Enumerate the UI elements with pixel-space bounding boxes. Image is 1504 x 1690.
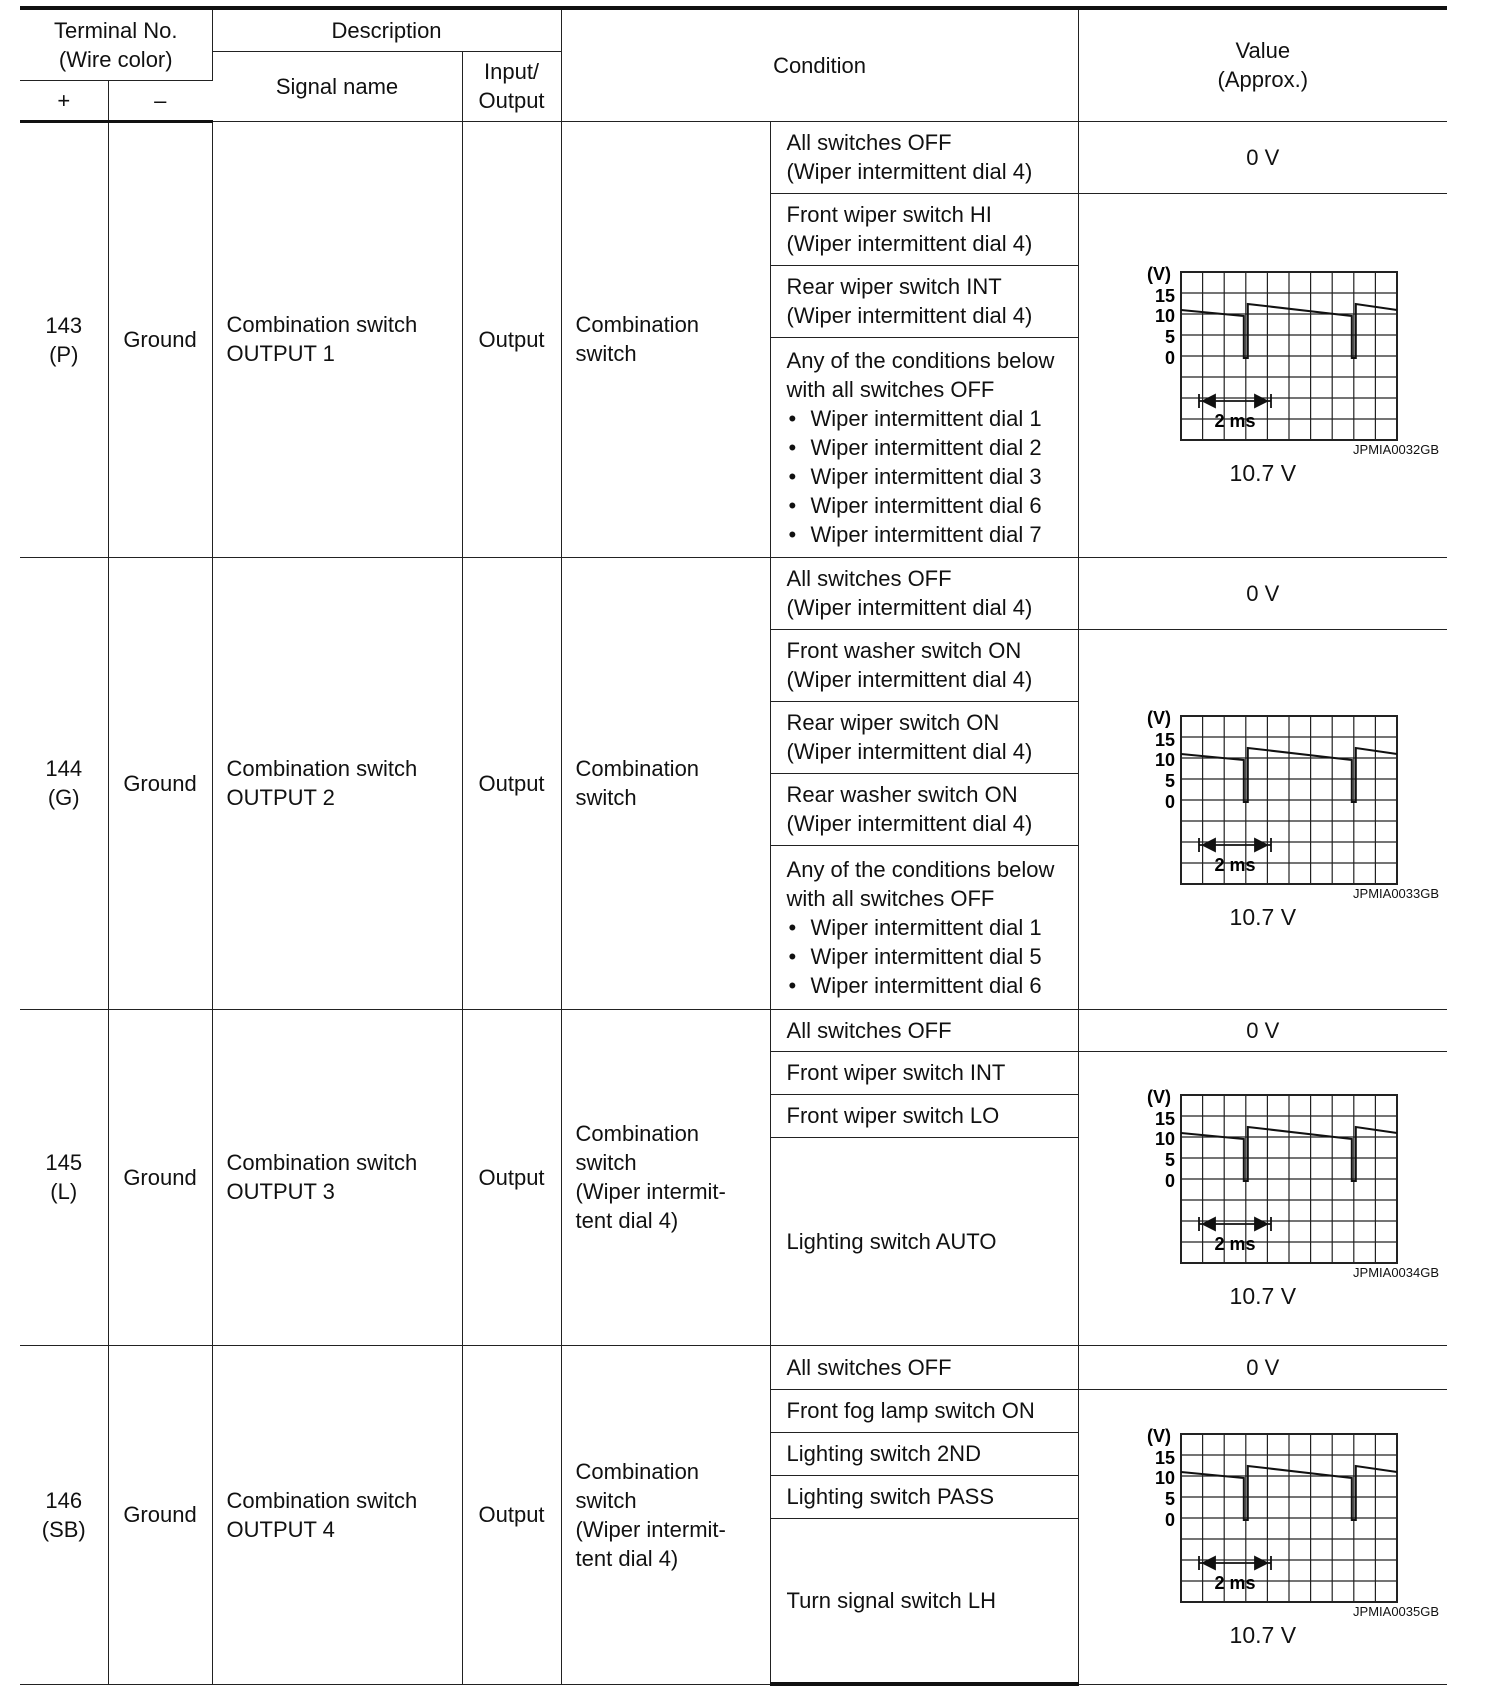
condition-cell: Rear wiper switch ON (Wiper intermittent dial 4)	[770, 701, 1078, 773]
io-cell: Output	[462, 557, 561, 1009]
volt-tick-label: 0	[1164, 1171, 1175, 1191]
time-label: 2 ms	[1214, 1234, 1256, 1254]
scope-grid	[1181, 272, 1397, 440]
waveform-svg	[1103, 1085, 1423, 1265]
waveform-figure	[1079, 1424, 1448, 1604]
value-header: Value (Approx.)	[1078, 8, 1447, 121]
waveform-figure	[1079, 706, 1448, 886]
waveform-svg	[1103, 706, 1423, 886]
waveform-value: 10.7 V	[1229, 1283, 1297, 1309]
volt-tick-label: 15	[1154, 1447, 1175, 1468]
condition-group-cell: Combination switch	[561, 557, 770, 1009]
volt-tick-label: 0	[1164, 1509, 1175, 1530]
condition-cell: Rear wiper switch INT (Wiper intermittent dial 4)	[770, 265, 1078, 337]
condition-cell: Front wiper switch INT	[770, 1051, 1078, 1094]
waveform-value: 10.7 V	[1229, 460, 1297, 486]
volt-tick-label: 15	[1154, 286, 1175, 306]
ground-cell: Ground	[108, 557, 212, 1009]
time-label: 2 ms	[1214, 411, 1256, 431]
value-waveform-cell	[1078, 1051, 1447, 1345]
waveform-figure	[1079, 262, 1448, 442]
volt-tick-label: 15	[1154, 1109, 1175, 1129]
terminal-cell: 146 (SB)	[20, 1345, 108, 1684]
bullet-list	[787, 404, 1070, 549]
list-item: • Wiper intermittent dial 1	[787, 404, 1070, 433]
scope-grid	[1181, 1095, 1397, 1263]
signal-name-header: Signal name	[212, 51, 462, 121]
volt-unit-label: (V)	[1146, 1087, 1171, 1107]
waveform-value: 10.7 V	[1229, 1621, 1297, 1648]
condition-cell: Front wiper switch LO	[770, 1094, 1078, 1137]
value-cell: 0 V	[1078, 557, 1447, 629]
condition-cell: Front wiper switch HI (Wiper intermittent dial 4)	[770, 193, 1078, 265]
condition-cell: Front washer switch ON (Wiper intermittent dial 4)	[770, 629, 1078, 701]
value-waveform-cell	[1078, 193, 1447, 557]
volt-tick-label: 5	[1164, 771, 1175, 791]
value-waveform-cell	[1078, 629, 1447, 1009]
io-cell: Output	[462, 1009, 561, 1345]
minus-header: –	[108, 80, 212, 121]
value-cell: 0 V	[1078, 121, 1447, 193]
volt-tick-label: 10	[1154, 306, 1175, 326]
list-item: • Wiper intermittent dial 7	[787, 520, 1070, 549]
signal-name-cell: Combination switch OUTPUT 1	[212, 121, 462, 557]
condition-cell: All switches OFF (Wiper intermittent dial 4)	[770, 121, 1078, 193]
condition-group-cell: Combination switch	[561, 121, 770, 557]
list-item: • Wiper intermittent dial 6	[787, 971, 1070, 1000]
list-item: • Wiper intermittent dial 5	[787, 942, 1070, 971]
terminal-cell: 145 (L)	[20, 1009, 108, 1345]
volt-tick-label: 5	[1164, 327, 1175, 347]
condition-cell: Lighting switch 2ND	[770, 1432, 1078, 1475]
volt-unit-label: (V)	[1146, 1425, 1171, 1446]
input-output-header: Input/ Output	[462, 51, 561, 121]
figure-id: JPMIA0034GB	[1353, 1265, 1440, 1280]
volt-tick-label: 15	[1154, 730, 1175, 750]
terminal-cell: 143 (P)	[20, 121, 108, 557]
condition-cell: All switches OFF	[770, 1345, 1078, 1389]
io-cell: Output	[462, 121, 561, 557]
io-cell: Output	[462, 1345, 561, 1684]
condition-cell: All switches OFF	[770, 1009, 1078, 1051]
scope-grid	[1181, 1434, 1397, 1602]
figure-id: JPMIA0033GB	[1353, 886, 1440, 901]
value-waveform-cell	[1078, 1389, 1447, 1684]
time-marker	[1199, 838, 1271, 852]
waveform-figure	[1079, 1085, 1448, 1265]
condition-cell: Lighting switch AUTO	[770, 1137, 1078, 1345]
volt-tick-label: 5	[1164, 1488, 1175, 1509]
time-marker	[1199, 1217, 1271, 1231]
condition-cell: Rear washer switch ON (Wiper intermittent dial 4)	[770, 773, 1078, 845]
bullet-list	[787, 913, 1070, 1000]
terminal-cell: 144 (G)	[20, 557, 108, 1009]
volt-tick-label: 5	[1164, 1150, 1175, 1170]
ground-cell: Ground	[108, 121, 212, 557]
ground-cell: Ground	[108, 1009, 212, 1345]
condition-cell: Turn signal switch LH	[770, 1518, 1078, 1684]
value-cell: 0 V	[1078, 1345, 1447, 1389]
volt-tick-label: 0	[1164, 348, 1175, 368]
signal-name-cell: Combination switch OUTPUT 3	[212, 1009, 462, 1345]
terminal-table	[20, 6, 1447, 1686]
signal-name-cell: Combination switch OUTPUT 4	[212, 1345, 462, 1684]
time-label: 2 ms	[1214, 1572, 1256, 1593]
figure-id: JPMIA0035GB	[1353, 1603, 1440, 1619]
waveform-svg	[1103, 1424, 1423, 1604]
time-marker	[1199, 1556, 1271, 1570]
value-cell: 0 V	[1078, 1009, 1447, 1051]
scope-grid	[1181, 716, 1397, 884]
waveform-svg	[1103, 262, 1423, 442]
condition-cell: Lighting switch PASS	[770, 1475, 1078, 1518]
time-label: 2 ms	[1214, 855, 1256, 875]
time-marker	[1199, 394, 1271, 408]
ground-cell: Ground	[108, 1345, 212, 1684]
figure-id: JPMIA0032GB	[1353, 442, 1440, 457]
condition-cell: Any of the conditions below with all switches OFF • Wiper intermittent dial 1 • Wiper intermittent dial 2 • Wiper intermittent dial 3 • Wiper intermittent dial 6 • Wiper intermittent dial 7	[770, 337, 1078, 557]
volt-tick-label: 0	[1164, 792, 1175, 812]
condition-cell: Any of the conditions below with all switches OFF • Wiper intermittent dial 1 • Wiper intermittent dial 5 • Wiper intermittent dial 6	[770, 845, 1078, 1009]
list-item: • Wiper intermittent dial 2	[787, 433, 1070, 462]
condition-cell: Front fog lamp switch ON	[770, 1389, 1078, 1432]
condition-cell: All switches OFF (Wiper intermittent dial 4)	[770, 557, 1078, 629]
signal-name-cell: Combination switch OUTPUT 2	[212, 557, 462, 1009]
list-item: • Wiper intermittent dial 3	[787, 462, 1070, 491]
condition-group-cell: Combination switch (Wiper intermit- tent dial 4)	[561, 1345, 770, 1684]
volt-tick-label: 10	[1154, 1467, 1175, 1488]
volt-tick-label: 10	[1154, 750, 1175, 770]
volt-tick-label: 10	[1154, 1129, 1175, 1149]
list-item: • Wiper intermittent dial 6	[787, 491, 1070, 520]
condition-group-cell: Combination switch (Wiper intermit- tent dial 4)	[561, 1009, 770, 1345]
volt-unit-label: (V)	[1146, 708, 1171, 728]
condition-header: Condition	[561, 8, 1078, 121]
terminal-no-header: Terminal No. (Wire color)	[20, 8, 212, 80]
description-header: Description	[212, 8, 561, 51]
plus-header: +	[20, 80, 108, 121]
volt-unit-label: (V)	[1146, 264, 1171, 284]
waveform-value: 10.7 V	[1229, 904, 1297, 930]
list-item: • Wiper intermittent dial 1	[787, 913, 1070, 942]
